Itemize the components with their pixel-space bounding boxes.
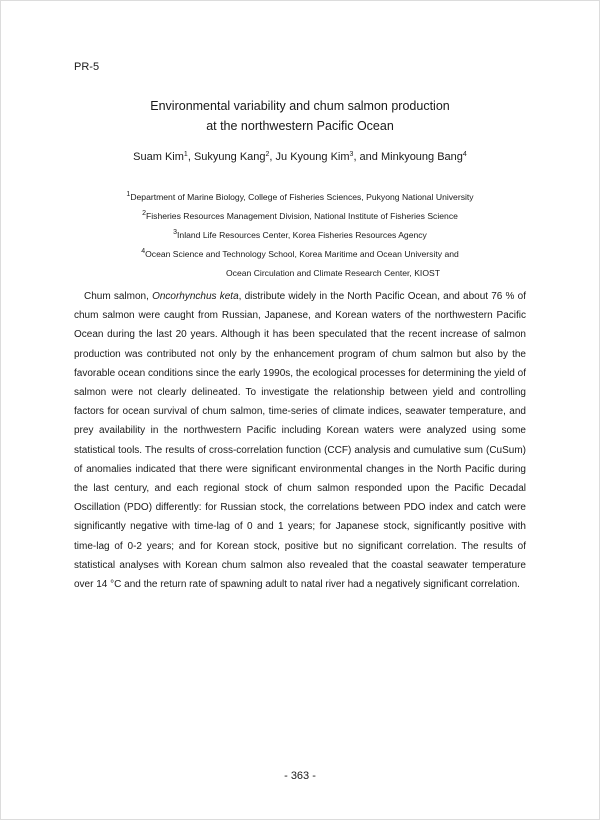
- author-name: Ju Kyoung Kim: [275, 151, 350, 163]
- paper-title: [0, 96, 600, 136]
- abstract-species-common: Chum salmon,: [84, 291, 153, 302]
- affiliation-item: [0, 226, 600, 245]
- author-affiliation-mark: 1: [183, 151, 188, 158]
- page-number: - 363 -: [284, 770, 316, 782]
- affiliation-item: [0, 207, 600, 226]
- author-separator: ,: [269, 151, 276, 163]
- affiliation-mark: 2: [142, 210, 146, 217]
- author-name: Suam Kim: [133, 151, 184, 163]
- affiliation-text: Department of Marine Biology, College of Fisheries Sciences, Pukyong National University: [130, 192, 474, 202]
- affiliation-mark: 4: [141, 248, 146, 255]
- author-list: [0, 151, 600, 163]
- affiliation-text: Inland Life Resources Center, Korea Fisheries Resources Agency: [177, 230, 427, 240]
- abstract-body: , distribute widely in the North Pacific Ocean, and about 76 % of chum salmon were caught from Russian, Japanese, and Korean waters of the northwestern Pacific Ocean during the last 20 years. Although it has been speculated that the recent increase of salmon production was contributed not only by the enhancement program of chum salmon but also by the favorable ocean conditions since the early 1990s, the ecological processes for determining the yield of salmon were not clearly delineated. To investigate the relationship between yield and controlling factors for ocean survival of chum salmon, time-series of climate indices, seawater temperature, and prey availability in the northwestern Pacific including Korean waters were analyzed using some statistical tools. The results of cross-correlation function (CCF) analysis and cumulative sum (CuSum) of anomalies indicated that there were significant environmental changes in the North Pacific during the last century, and each regional stock of chum salmon responded upon the Pacific Decadal Oscillation (PDO) differently: for Russian stock, the correlations between PDO index and catch were significantly negative with time-lag of 0 and 1 years; for Japanese stock, significantly positive with time-lag of 0-2 years; and for Korean stock, positive but no significant correlation. The results of statistical analyses with Korean chum salmon also revealed that the coastal seawater temperature over 14 °C and the return rate of spawning adult to natal river had a negatively significant correlation.: [74, 291, 526, 591]
- affiliation-mark: 1: [126, 191, 131, 198]
- abstract-species-latin: Oncorhynchus keta: [152, 291, 239, 302]
- author-affiliation-mark: 3: [349, 151, 354, 158]
- author-affiliation-mark: 4: [462, 151, 467, 158]
- paper-code: PR-5: [74, 61, 100, 73]
- author-separator: ,: [187, 151, 194, 163]
- affiliation-item: [0, 245, 600, 264]
- title-line-1: Environmental variability and chum salmon production: [150, 99, 450, 113]
- affiliation-mark: 3: [173, 229, 178, 236]
- title-line-2: at the northwestern Pacific Ocean: [206, 119, 394, 133]
- author-separator: , and: [353, 151, 381, 163]
- affiliation-continuation: Ocean Circulation and Climate Research Center, KIOST: [226, 268, 440, 278]
- abstract-paragraph: [74, 287, 526, 594]
- author-name: Sukyung Kang: [193, 151, 266, 163]
- affiliation-item: [0, 188, 600, 207]
- affiliation-text: Ocean Science and Technology School, Korea Maritime and Ocean University and: [145, 249, 459, 259]
- affiliation-text: Fisheries Resources Management Division, National Institute of Fisheries Science: [146, 211, 458, 221]
- author-name: Minkyoung Bang: [380, 151, 463, 163]
- author-affiliation-mark: 2: [265, 151, 270, 158]
- affiliation-list: [0, 188, 600, 283]
